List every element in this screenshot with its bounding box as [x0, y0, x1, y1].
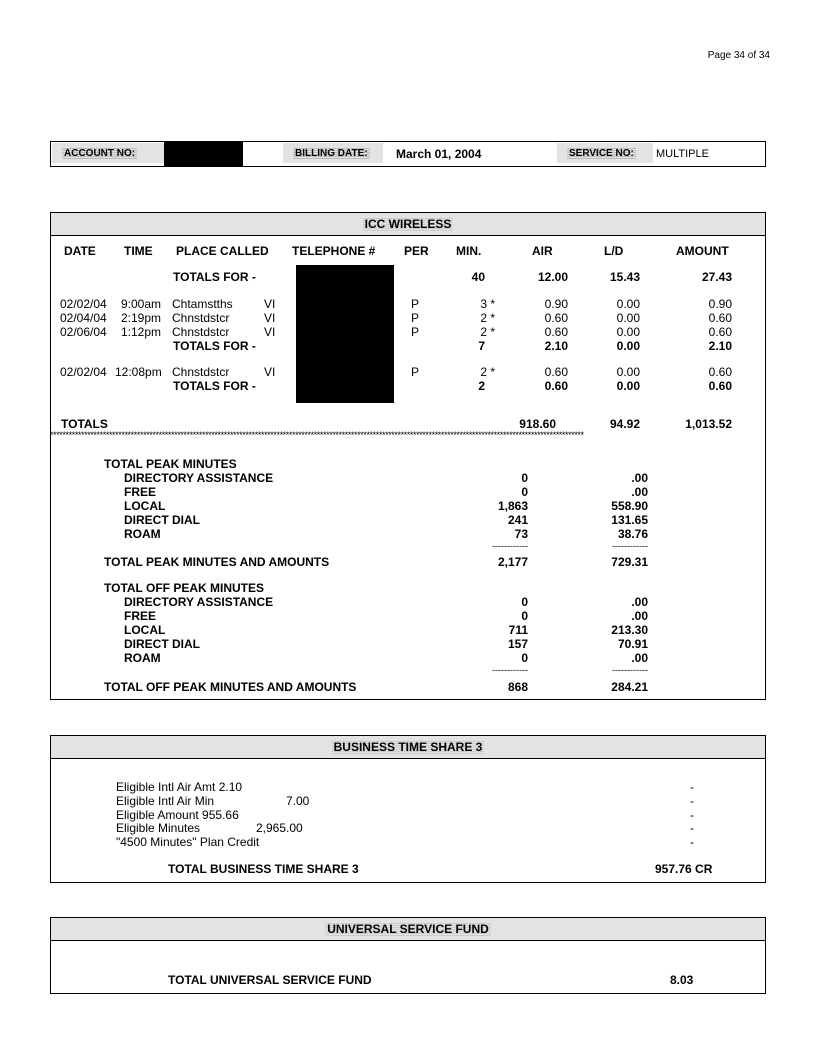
bts-dash: -: [690, 780, 694, 794]
peak-row-min: 73: [514, 527, 528, 541]
call-date: 02/04/04: [60, 311, 107, 325]
call-state: VI: [264, 297, 276, 311]
bts-dash: -: [690, 821, 694, 835]
service-no-value: MULTIPLE: [656, 148, 709, 160]
page-number: Page 34 of 34: [707, 50, 770, 61]
service-no-label: SERVICE NO:: [557, 143, 653, 163]
call-date: 02/02/04: [60, 297, 107, 311]
asterisk-separator: ****************************************************************************************************************************************************************************: [50, 430, 584, 440]
totals-for-label: TOTALS FOR -: [173, 270, 256, 284]
offpeak-dashes-min: ------------: [492, 665, 528, 675]
bts-total-label: TOTAL BUSINESS TIME SHARE 3: [168, 862, 359, 876]
totals-ld: 0.00: [616, 379, 640, 393]
col-place-called: PLACE CALLED: [176, 244, 269, 258]
billing-date-value: March 01, 2004: [396, 147, 482, 161]
call-date: 02/02/04: [60, 365, 107, 379]
peak-total-amt: 729.31: [611, 555, 648, 569]
col-per: PER: [404, 244, 429, 258]
call-min: 3 *: [480, 297, 495, 311]
peak-row-label: FREE: [124, 485, 157, 499]
bts-line: Eligible Amount 955.66: [116, 808, 239, 822]
grand-totals-amount: 1,013.52: [685, 417, 732, 431]
peak-total-label: TOTAL PEAK MINUTES AND AMOUNTS: [104, 555, 330, 569]
col-telephone: TELEPHONE #: [292, 244, 376, 258]
call-place: Chtamstths: [172, 297, 233, 311]
col-min: MIN.: [456, 244, 482, 258]
billing-date-label: BILLING DATE:: [283, 143, 383, 163]
totals-air: 2.10: [544, 339, 568, 353]
offpeak-row-label: DIRECT DIAL: [124, 637, 200, 651]
account-bar: [50, 141, 766, 167]
col-date: DATE: [64, 244, 96, 258]
peak-row-min: 0: [521, 471, 528, 485]
call-min: 2 *: [480, 365, 495, 379]
bts-line: Eligible Intl Air Min: [116, 794, 215, 808]
col-air: AIR: [532, 244, 553, 258]
offpeak-row-amt: 70.91: [617, 637, 648, 651]
offpeak-row-amt: 213.30: [611, 623, 648, 637]
peak-row-amt: 131.65: [611, 513, 648, 527]
totals-air: 12.00: [537, 270, 568, 284]
totals-for-label: TOTALS FOR -: [173, 339, 256, 353]
call-air: 0.90: [544, 297, 568, 311]
offpeak-total-label: TOTAL OFF PEAK MINUTES AND AMOUNTS: [104, 680, 357, 694]
business-time-share-header: BUSINESS TIME SHARE 3: [51, 736, 765, 759]
call-air: 0.60: [544, 311, 568, 325]
offpeak-total-min: 868: [507, 680, 528, 694]
usf-total-value: 8.03: [670, 973, 694, 987]
peak-row-label: ROAM: [124, 527, 161, 541]
offpeak-row-label: FREE: [124, 609, 157, 623]
call-min: 2 *: [480, 311, 495, 325]
call-state: VI: [264, 325, 276, 339]
universal-service-fund-section: [50, 917, 766, 994]
peak-row-min: 1,863: [497, 499, 528, 513]
totals-for-label: TOTALS FOR -: [173, 379, 256, 393]
totals-amount: 27.43: [701, 270, 732, 284]
offpeak-row-amt: .00: [631, 609, 648, 623]
peak-row-amt: .00: [631, 485, 648, 499]
offpeak-row-amt: .00: [631, 651, 648, 665]
call-time: 12:08pm: [115, 365, 162, 379]
peak-row-amt: 38.76: [617, 527, 648, 541]
grand-totals-air: 918.60: [519, 417, 556, 431]
call-state: VI: [264, 365, 276, 379]
peak-row-amt: 558.90: [611, 499, 648, 513]
call-ld: 0.00: [616, 365, 640, 379]
call-amount: 0.90: [708, 297, 732, 311]
offpeak-title: TOTAL OFF PEAK MINUTES: [104, 581, 265, 595]
call-time: 1:12pm: [121, 325, 162, 339]
bts-dash: -: [690, 808, 694, 822]
totals-air: 0.60: [544, 379, 568, 393]
offpeak-row-label: DIRECTORY ASSISTANCE: [124, 595, 274, 609]
call-per: P: [411, 311, 420, 325]
offpeak-row-min: 157: [507, 637, 528, 651]
totals-ld: 0.00: [616, 339, 640, 353]
call-air: 0.60: [544, 365, 568, 379]
offpeak-row-min: 0: [521, 595, 528, 609]
bts-line: "4500 Minutes" Plan Credit: [116, 835, 260, 849]
call-amount: 0.60: [708, 325, 732, 339]
peak-row-min: 0: [521, 485, 528, 499]
call-air: 0.60: [544, 325, 568, 339]
peak-row-label: DIRECT DIAL: [124, 513, 200, 527]
call-ld: 0.00: [616, 325, 640, 339]
account-label: ACCOUNT NO:: [52, 143, 164, 163]
bts-line-extra: 7.00: [286, 794, 310, 808]
offpeak-row-label: LOCAL: [124, 623, 166, 637]
totals-min: 7: [478, 339, 485, 353]
peak-row-amt: .00: [631, 471, 648, 485]
peak-row-min: 241: [507, 513, 528, 527]
call-per: P: [411, 365, 420, 379]
offpeak-row-amt: .00: [631, 595, 648, 609]
icc-wireless-header: ICC WIRELESS: [51, 213, 765, 236]
call-amount: 0.60: [708, 365, 732, 379]
bts-dash: -: [690, 794, 694, 808]
call-ld: 0.00: [616, 311, 640, 325]
totals-amount: 0.60: [708, 379, 732, 393]
call-date: 02/06/04: [60, 325, 107, 339]
peak-row-label: DIRECTORY ASSISTANCE: [124, 471, 274, 485]
call-amount: 0.60: [708, 311, 732, 325]
bts-total-value: 957.76 CR: [655, 862, 713, 876]
offpeak-dashes-amt: ------------: [612, 665, 648, 675]
grand-totals-ld: 94.92: [609, 417, 640, 431]
totals-amount: 2.10: [708, 339, 732, 353]
call-place: Chnstdstcr: [172, 325, 230, 339]
peak-total-min: 2,177: [497, 555, 528, 569]
call-per: P: [411, 325, 420, 339]
offpeak-row-min: 711: [508, 623, 528, 637]
universal-service-fund-header: UNIVERSAL SERVICE FUND: [51, 918, 765, 941]
peak-dashes-min: ------------: [492, 541, 528, 551]
bts-line-extra: 2,965.00: [256, 821, 303, 835]
offpeak-row-min: 0: [521, 609, 528, 623]
telephone-redacted: [296, 265, 394, 403]
offpeak-total-amt: 284.21: [611, 680, 648, 694]
totals-min: 2: [478, 379, 485, 393]
account-number-redacted: [164, 142, 243, 166]
grand-totals-label: TOTALS: [61, 417, 108, 431]
totals-ld: 15.43: [609, 270, 640, 284]
col-time: TIME: [124, 244, 153, 258]
call-state: VI: [264, 311, 276, 325]
call-place: Chnstdstcr: [172, 365, 230, 379]
offpeak-row-min: 0: [521, 651, 528, 665]
call-time: 9:00am: [121, 297, 162, 311]
col-ld: L/D: [604, 244, 624, 258]
totals-min: 40: [471, 270, 485, 284]
bts-line: Eligible Minutes: [116, 821, 201, 835]
offpeak-row-label: ROAM: [124, 651, 161, 665]
bts-line: Eligible Intl Air Amt 2.10: [116, 780, 243, 794]
call-ld: 0.00: [616, 297, 640, 311]
call-time: 2:19pm: [121, 311, 162, 325]
peak-row-label: LOCAL: [124, 499, 166, 513]
peak-title: TOTAL PEAK MINUTES: [104, 457, 237, 471]
col-amount: AMOUNT: [676, 244, 729, 258]
call-min: 2 *: [480, 325, 495, 339]
call-per: P: [411, 297, 420, 311]
call-place: Chnstdstcr: [172, 311, 230, 325]
peak-dashes-amt: ------------: [612, 541, 648, 551]
usf-total-label: TOTAL UNIVERSAL SERVICE FUND: [168, 973, 372, 987]
bts-dash: -: [690, 835, 694, 849]
